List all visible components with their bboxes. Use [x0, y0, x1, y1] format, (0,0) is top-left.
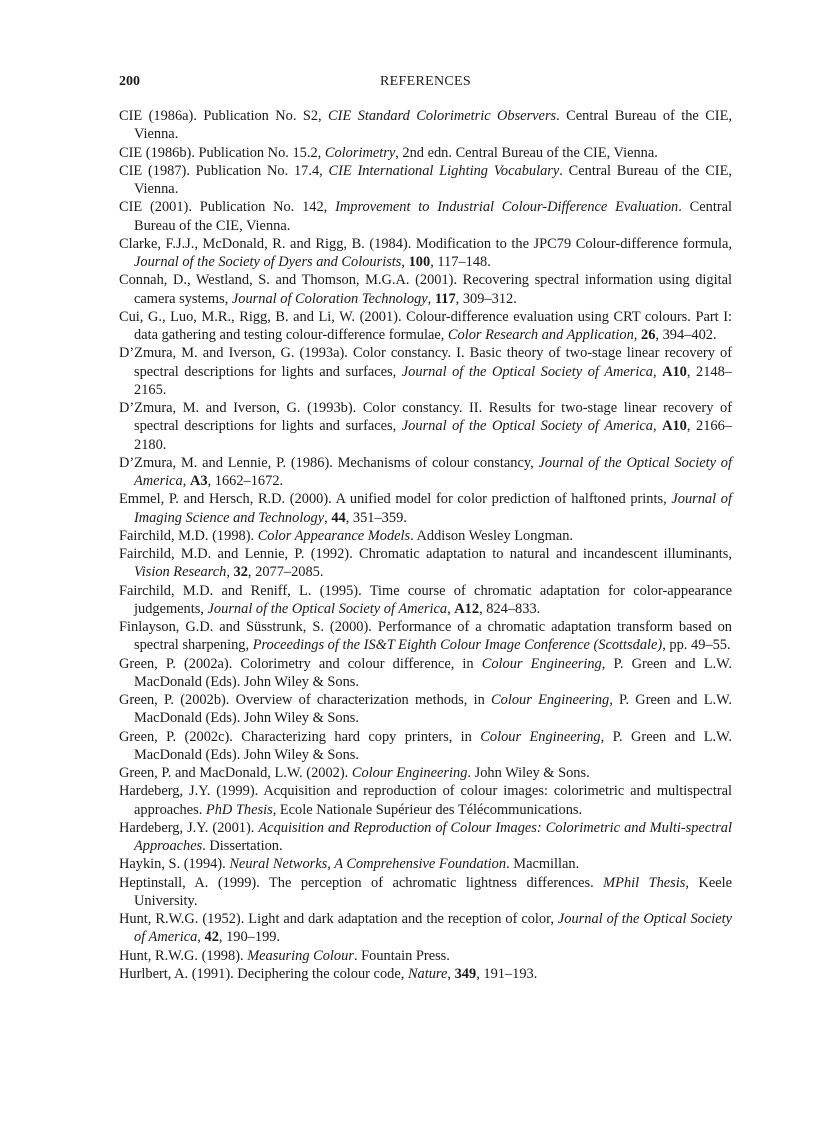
reference-text: . Addison Wesley Longman.: [410, 527, 573, 544]
reference-text: , 2nd edn. Central Bureau of the CIE, Vienna.: [395, 144, 658, 161]
reference-text: ,: [401, 254, 409, 270]
reference-text: ,: [182, 473, 190, 489]
reference-entry: [119, 344, 732, 399]
section-title: REFERENCES: [380, 74, 471, 89]
reference-source: Journal of the Optical Society of America: [134, 911, 732, 946]
reference-source: Improvement to Industrial Colour-Difference Evaluation: [335, 199, 679, 216]
reference-entry: [119, 947, 732, 965]
reference-text: Hunt, R.W.G. (1998).: [119, 947, 248, 964]
reference-source: Nature: [407, 965, 448, 982]
reference-entry: [119, 490, 732, 527]
reference-text: Cui, G., Luo, M.R., Rigg, B. and Li, W. (2001). Colour-difference evaluation using CRT colours. Part I: data gathering and testing colour-difference formulae,: [119, 308, 732, 343]
reference-entry: [119, 819, 732, 856]
reference-text: Green, P. (2002a). Colorimetry and colour difference, in: [119, 655, 482, 672]
reference-volume: 117: [434, 290, 456, 307]
reference-source: Proceedings of the IS&T Eighth Colour Image Conference (Scottsdale): [252, 637, 663, 654]
reference-volume: A10: [662, 363, 687, 380]
reference-text: D’Zmura, M. and Iverson, G. (1993a). Color constancy. I. Basic theory of two-stage linear recovery of spectral descriptions for lights and surfaces,: [119, 345, 732, 380]
reference-text: . Fountain Press.: [353, 947, 450, 964]
reference-source: CIE Standard Colorimetric Observers: [328, 108, 557, 124]
reference-volume: 26: [641, 327, 656, 343]
reference-text: Fairchild, M.D. and Lennie, P. (1992). Chromatic adaptation to natural and incandescent illuminants,: [119, 546, 732, 562]
reference-text: Green, P. and MacDonald, L.W. (2002).: [119, 765, 352, 781]
reference-text: . Dissertation.: [202, 838, 283, 854]
page-number: 200: [119, 74, 140, 89]
reference-text: Emmel, P. and Hersch, R.D. (2000). A unified model for color prediction of halftoned prints,: [119, 491, 672, 508]
reference-text: , 394–402.: [655, 327, 717, 343]
reference-text: ,: [652, 418, 663, 435]
reference-text: . Macmillan.: [506, 856, 580, 873]
reference-text: , 351–359.: [345, 509, 407, 526]
reference-text: . Central Bureau of the CIE, Vienna.: [134, 199, 733, 234]
reference-text: Finlayson, G.D. and Süsstrunk, S. (2000). Performance of a chromatic adaptation transform based on spectral sharpening,: [119, 619, 732, 654]
reference-text: , 190–199.: [218, 929, 281, 946]
reference-source: Color Appearance Models: [257, 527, 411, 544]
reference-text: Hardeberg, J.Y. (2001).: [119, 819, 259, 836]
reference-entry: [119, 655, 732, 692]
reference-source: Colour Engineering: [481, 655, 602, 672]
reference-volume: A10: [662, 418, 687, 435]
reference-volume: A3: [189, 473, 208, 489]
reference-source: Journal of the Optical Society of America: [401, 418, 653, 435]
running-head: [119, 74, 732, 94]
reference-text: , 1662–1672.: [207, 473, 284, 489]
reference-text: Fairchild, M.D. (1998).: [119, 527, 258, 544]
reference-text: Green, P. (2002c). Characterizing hard copy printers, in: [119, 728, 481, 745]
reference-source: Journal of the Optical Society of America: [207, 600, 448, 617]
reference-volume: 100: [408, 254, 431, 270]
reference-text: D’Zmura, M. and Iverson, G. (1993b). Color constancy. II. Results for two-stage linear recovery of spectral descriptions for lights and surfaces,: [119, 400, 732, 435]
reference-entry: [119, 691, 732, 728]
reference-text: , 2148–2165.: [134, 363, 732, 398]
reference-entry: [119, 874, 732, 911]
reference-source: PhD Thesis: [205, 801, 273, 818]
reference-entry: [119, 545, 732, 582]
reference-volume: 42: [204, 929, 219, 946]
reference-source: Measuring Colour: [247, 947, 354, 964]
reference-text: , Ecole Nationale Supérieur des Télécommunications.: [272, 801, 583, 818]
reference-volume: 32: [233, 564, 248, 581]
reference-text: , P. Green and L.W. MacDonald (Eds). John Wiley & Sons.: [134, 728, 732, 763]
reference-volume: A12: [454, 600, 480, 617]
reference-source: Colour Engineering: [351, 765, 468, 781]
reference-text: Haykin, S. (1994).: [119, 856, 230, 873]
reference-text: ,: [447, 600, 455, 617]
reference-text: ,: [652, 363, 663, 380]
reference-source: CIE International Lighting Vocabulary: [328, 162, 560, 179]
reference-text: Connah, D., Westland, S. and Thomson, M.G.A. (2001). Recovering spectral information using digital camera systems,: [119, 272, 732, 307]
reference-entry: [119, 162, 732, 199]
reference-text: , P. Green and L.W. MacDonald (Eds). John Wiley & Sons.: [134, 692, 732, 727]
reference-entry: [119, 965, 732, 983]
reference-entry: [119, 728, 732, 765]
reference-text: ,: [197, 929, 205, 946]
reference-entry: [119, 855, 732, 873]
reference-entry: [119, 235, 732, 272]
reference-text: Hardeberg, J.Y. (1999). Acquisition and reproduction of colour images: colorimetric and multispectral approaches.: [119, 783, 732, 818]
reference-source: MPhil Thesis: [603, 874, 686, 891]
reference-text: Fairchild, M.D. and Reniff, L. (1995). Time course of chromatic adaptation for color-appearance judgements,: [119, 582, 732, 617]
reference-entry: [119, 782, 732, 819]
reference-entry: [119, 198, 732, 235]
reference-source: Journal of Imaging Science and Technology: [134, 491, 732, 526]
reference-source: Color Research and Application: [447, 327, 634, 343]
reference-entry: [119, 399, 732, 454]
reference-text: . Central Bureau of the CIE, Vienna.: [134, 162, 732, 197]
reference-text: CIE (1986a). Publication No. S2,: [119, 108, 329, 124]
reference-text: . John Wiley & Sons.: [467, 765, 590, 781]
reference-text: , 309–312.: [455, 290, 517, 307]
reference-source: Vision Research: [134, 564, 227, 581]
reference-source: Colorimetry: [324, 144, 396, 161]
reference-source: Colour Engineering: [480, 728, 601, 745]
reference-volume: 44: [331, 509, 346, 526]
reference-text: CIE (2001). Publication No. 142,: [119, 199, 336, 216]
reference-text: CIE (1986b). Publication No. 15.2,: [119, 144, 325, 161]
reference-text: Hunt, R.W.G. (1952). Light and dark adaptation and the reception of color,: [119, 911, 558, 927]
reference-source: Journal of the Optical Society of America: [401, 363, 653, 380]
reference-entry: [119, 910, 732, 947]
reference-text: Clarke, F.J.J., McDonald, R. and Rigg, B. (1984). Modification to the JPC79 Colour-difference formula,: [119, 235, 732, 252]
reference-text: , 2166–2180.: [134, 418, 732, 453]
reference-entry: [119, 764, 732, 782]
reference-text: . Central Bureau of the CIE, Vienna.: [134, 108, 732, 143]
reference-text: Heptinstall, A. (1999). The perception of achromatic lightness differences.: [119, 874, 604, 891]
reference-list: [119, 107, 732, 983]
reference-text: ,: [633, 327, 641, 343]
reference-text: Hurlbert, A. (1991). Deciphering the colour code,: [119, 965, 408, 982]
reference-text: , Keele University.: [134, 874, 732, 909]
reference-entry: [119, 618, 732, 655]
reference-text: ,: [226, 564, 234, 581]
reference-text: , pp. 49–55.: [662, 637, 731, 654]
reference-text: , P. Green and L.W. MacDonald (Eds). John Wiley & Sons.: [134, 655, 732, 690]
reference-entry: [119, 107, 732, 144]
reference-text: D’Zmura, M. and Lennie, P. (1986). Mechanisms of colour constancy,: [119, 454, 539, 471]
reference-entry: [119, 308, 732, 345]
reference-text: Green, P. (2002b). Overview of characterization methods, in: [119, 692, 492, 708]
reference-text: , 2077–2085.: [247, 564, 324, 581]
reference-text: CIE (1987). Publication No. 17.4,: [119, 162, 329, 179]
reference-source: Colour Engineering: [491, 692, 610, 708]
reference-entry: [119, 454, 732, 491]
reference-text: , 117–148.: [430, 254, 491, 270]
reference-entry: [119, 144, 732, 162]
reference-source: Journal of the Society of Dyers and Colourists: [134, 254, 402, 270]
reference-text: ,: [427, 290, 435, 307]
reference-entry: [119, 271, 732, 308]
reference-source: Neural Networks, A Comprehensive Foundation: [229, 856, 507, 873]
reference-source: Journal of Coloration Technology: [231, 290, 428, 307]
reference-text: ,: [447, 965, 455, 982]
reference-text: , 191–193.: [476, 965, 538, 982]
reference-text: ,: [324, 509, 332, 526]
reference-source: Journal of the Optical Society of America: [134, 454, 732, 489]
reference-text: , 824–833.: [479, 600, 541, 617]
reference-entry: [119, 582, 732, 619]
reference-volume: 349: [454, 965, 477, 982]
reference-entry: [119, 527, 732, 545]
reference-source: Acquisition and Reproduction of Colour Images: Colorimetric and Multi-spectral Approaches: [134, 819, 732, 854]
